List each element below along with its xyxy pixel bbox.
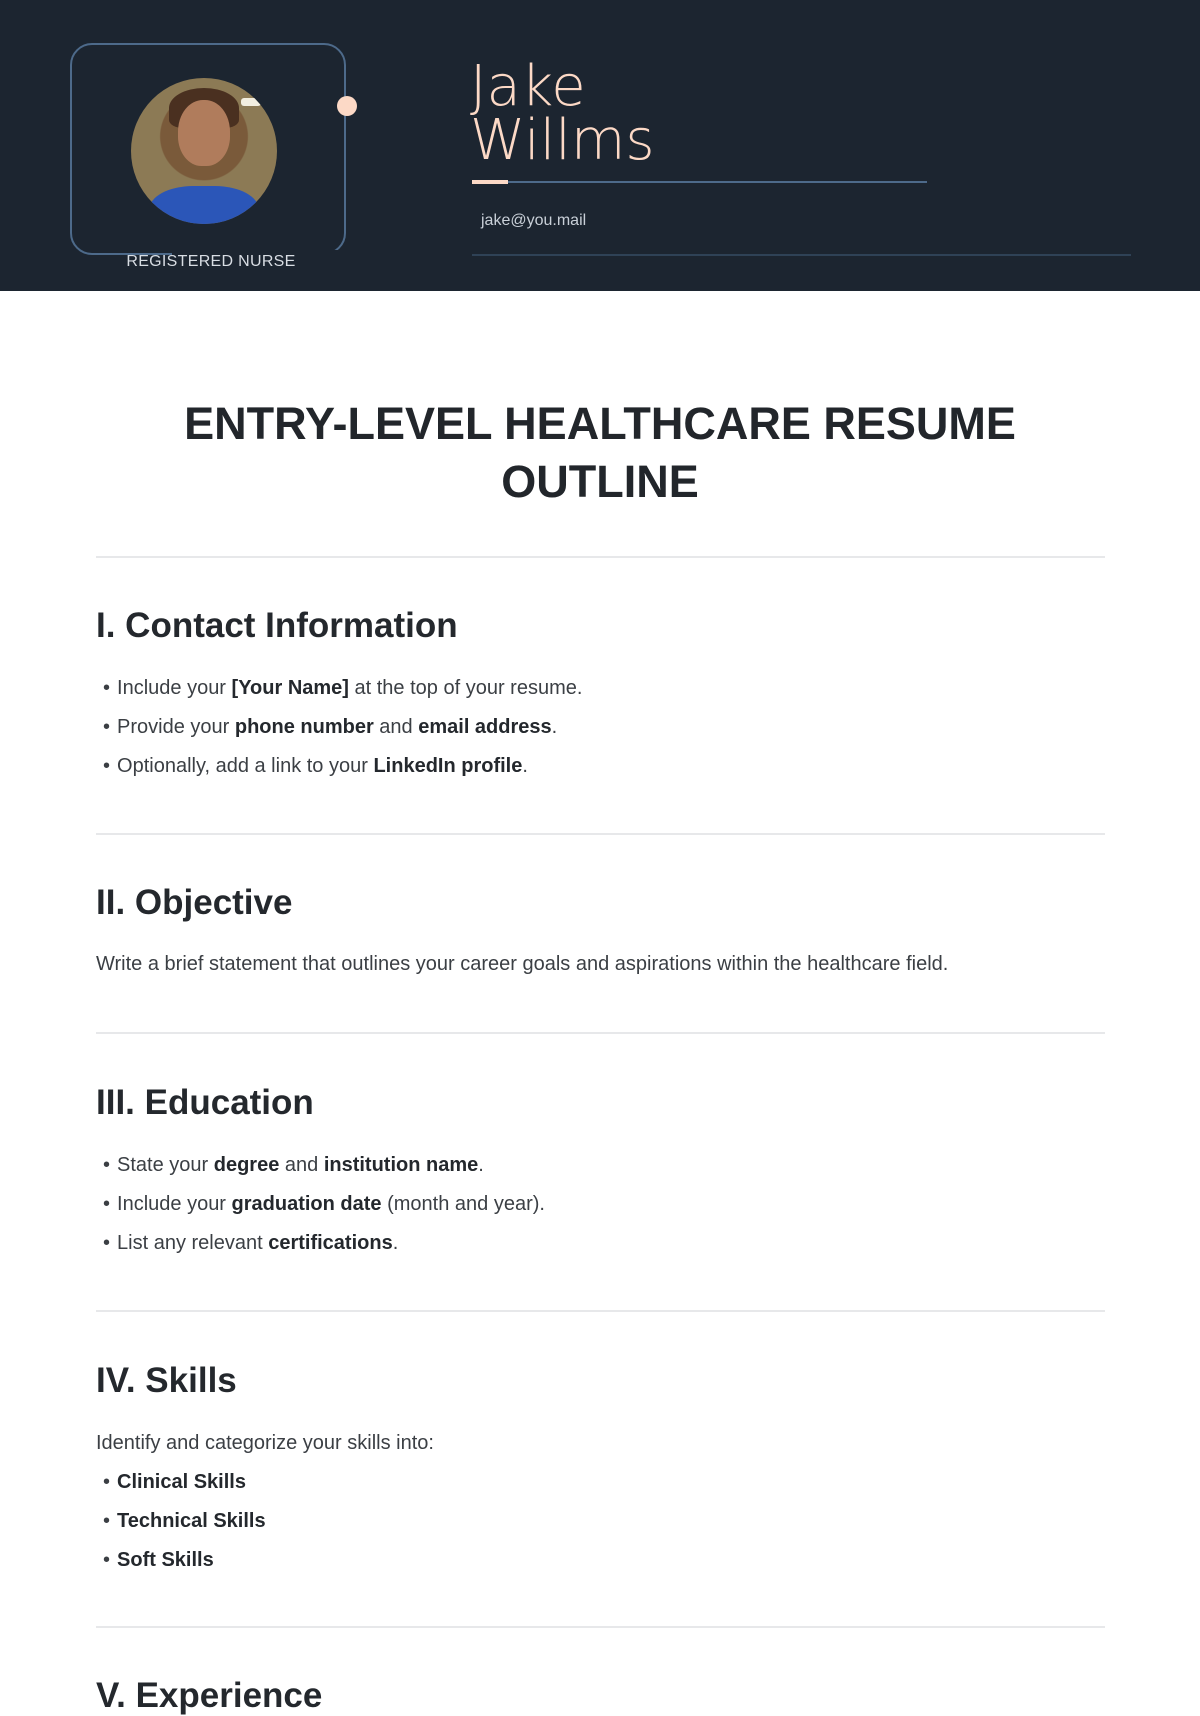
list-item: • State your degree and institution name. — [103, 1146, 545, 1185]
list-item: • Soft Skills — [103, 1541, 266, 1580]
photo-background-light — [241, 98, 261, 106]
section-heading-objective: II. Objective — [96, 883, 293, 922]
divider — [96, 1626, 1105, 1628]
document-title: ENTRY-LEVEL HEALTHCARE RESUME OUTLINE — [184, 398, 1016, 507]
education-list — [103, 1146, 545, 1263]
section-heading-contact: I. Contact Information — [96, 606, 458, 645]
accent-dot — [337, 96, 357, 116]
photo-scrubs — [149, 186, 259, 224]
list-item: • Include your graduation date (month and year). — [103, 1185, 545, 1224]
list-item: • List any relevant certifications. — [103, 1224, 545, 1263]
first-name: Jake — [470, 54, 586, 119]
job-role: REGISTERED NURSE — [126, 253, 296, 270]
list-item: • Provide your phone number and email address. — [103, 708, 582, 747]
section-heading-experience: V. Experience — [96, 1676, 323, 1715]
section-heading-education: III. Education — [96, 1083, 314, 1122]
email-divider — [472, 254, 1131, 256]
list-item: • Optionally, add a link to your LinkedIn profile. — [103, 747, 582, 786]
name-underline-accent — [472, 180, 508, 184]
name-underline — [472, 181, 927, 183]
last-name: Willms — [470, 108, 655, 173]
resume-header — [0, 0, 1200, 291]
divider — [96, 1032, 1105, 1034]
section-heading-skills: IV. Skills — [96, 1361, 237, 1400]
divider — [96, 833, 1105, 835]
email-address[interactable]: jake@you.mail — [481, 212, 587, 229]
list-item: • Clinical Skills — [103, 1463, 266, 1502]
profile-photo — [131, 78, 277, 224]
list-item: • Include your [Your Name] at the top of your resume. — [103, 669, 582, 708]
list-item: • Technical Skills — [103, 1502, 266, 1541]
objective-paragraph: Write a brief statement that outlines your career goals and aspirations within the healthcare field. — [96, 953, 949, 975]
person-name — [470, 54, 655, 173]
photo-face — [178, 100, 230, 166]
divider — [96, 1310, 1105, 1312]
contact-list — [103, 669, 582, 786]
skills-intro: Identify and categorize your skills into: — [96, 1432, 434, 1454]
divider — [96, 556, 1105, 558]
skills-list — [103, 1463, 266, 1580]
